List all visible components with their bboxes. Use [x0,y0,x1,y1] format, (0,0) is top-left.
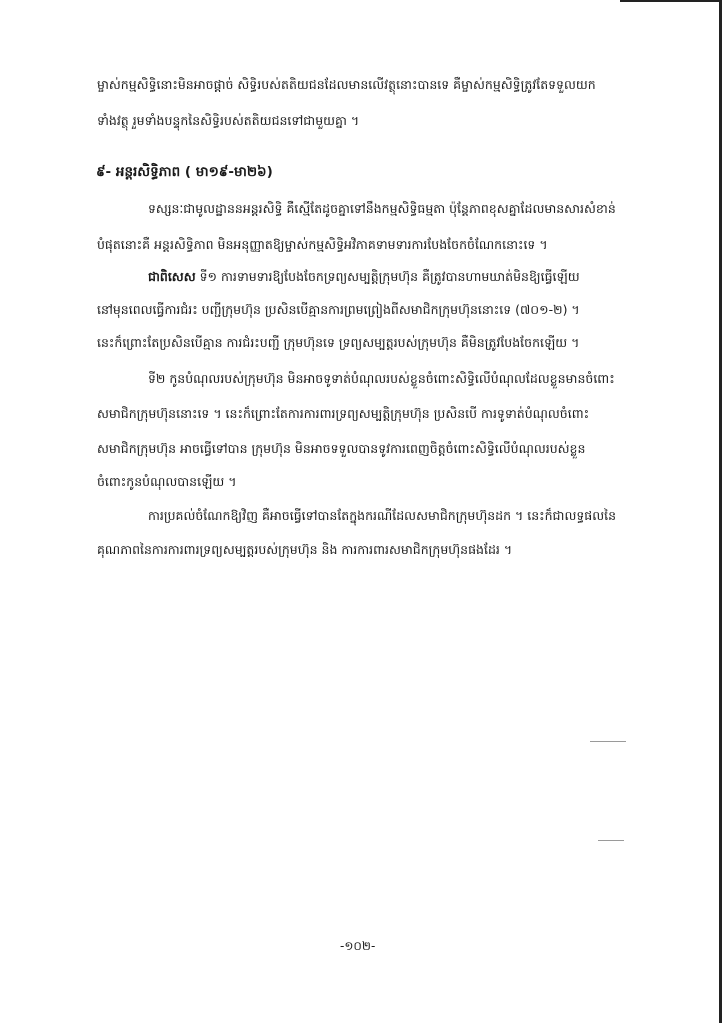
page-number: -១០២- [340,939,376,953]
section-heading [96,163,273,183]
paragraph2-line-1 [148,268,580,286]
paragraph3-line-2: សមាជិកក្រុមហ៊ុននោះទេ ។ នេះក៏ព្រោះតែការការពារទ្រព្យសម្បត្តិក្រុមហ៊ុន ប្រសិនបើ ការទូទាត់បំណុលចំពោះ [97,406,590,421]
page-top-edge [620,0,722,2]
paragraph3-line-4: ចំពោះកូនបំណុលបានឡើយ ។ [97,474,237,489]
section-number: ៩- [96,164,112,180]
scan-artifact [598,840,624,841]
paragraph1-line-2: បំផុតនោះគឺ អន្តរសិទ្ធិភាព មិនអនុញ្ញាតឱ្យម្ចាស់កម្មសិទ្ធិអវិភាគទាមទារការបែងចែកចំណែកនោះទេ ។ [97,237,548,252]
paragraph2-line-2: នៅមុនពេលធ្វើការជំរះ បញ្ជីក្រុមហ៊ុន ប្រសិនបើគ្មានការព្រមព្រៀងពីសមាជិកក្រុមហ៊ុននោះទេ (៧០១-២) ។ [97,302,580,317]
paragraph2-line-3: នេះក៏ព្រោះតែប្រសិនបើគ្មាន ការជំរះបញ្ជី ក្រុមហ៊ុនទេ ទ្រព្យសម្បត្តរបស់ក្រុមហ៊ុន គឺមិនត្រូវបែងចែកឡើយ ។ [97,335,580,350]
section-articles: ( មា១៩-មា២៦) [184,164,273,180]
paragraph2-line-1-text: ទី១ ការទាមទារឱ្យបែងចែកទ្រព្យសម្បត្តិក្រុមហ៊ុន គឺត្រូវបានហាមឃាត់មិនឱ្យធ្វើឡើយ [195,269,580,284]
intro-line-2: ទាំងវត្ថុ រួមទាំងបន្ទុកនៃសិទ្ធិរបស់តតិយជនទៅជាមួយគ្នា ។ [97,113,360,128]
scan-artifact [590,741,626,742]
paragraph2-bold-lead: ជាពិសេស [148,269,196,284]
intro-line-1: ម្ចាស់កម្មសិទ្ធិនោះមិនអាចផ្ដាច់ សិទ្ធិរបស់តតិយជនដែលមានលើវត្ថុនោះបានទេ គឺម្ចាស់កម្មសិទ្ធិត្រូវតែទទួលយក [97,77,596,92]
paragraph4-line-2: គុណភាពនៃការការពារទ្រព្យសម្បត្តរបស់ក្រុមហ៊ុន និង ការការពារសមាជិកក្រុមហ៊ុនផងដែរ ។ [97,542,513,557]
section-title: អន្តរសិទ្ធិភាព [115,164,181,180]
paragraph3-line-3: សមាជិកក្រុមហ៊ុន អាចធ្វើទៅបាន ក្រុមហ៊ុន មិនអាចទទួលបានទូវការពេញចិត្តចំពោះសិទ្ធិលើបំណុលរបស់ខ្លួន [97,441,586,456]
paragraph1-line-1: ទស្សនៈជាមូលដ្ឋាននអន្តរសិទ្ធិ គឺស្មើតែដូចគ្នាទៅនឹងកម្មសិទ្ធិធម្មតា ប៉ុន្តែភាពខុសគ្នាដែលមានសារសំខាន់ [148,201,616,216]
paragraph3-line-1: ទី២ កូនបំណុលរបស់ក្រុមហ៊ុន មិនអាចទូទាត់បំណុលរបស់ខ្លួនចំពោះសិទ្ធិលើបំណុលដែលខ្លួនមានចំពោះ [148,371,615,386]
paragraph4-line-1: ការប្រគល់ចំណែកឱ្យវិញ គឺអាចធ្វើទៅបានតែក្នុងករណីដែលសមាជិកក្រុមហ៊ុនដក ។ នេះក៏ជាលទ្ធផលនៃ [148,508,617,523]
